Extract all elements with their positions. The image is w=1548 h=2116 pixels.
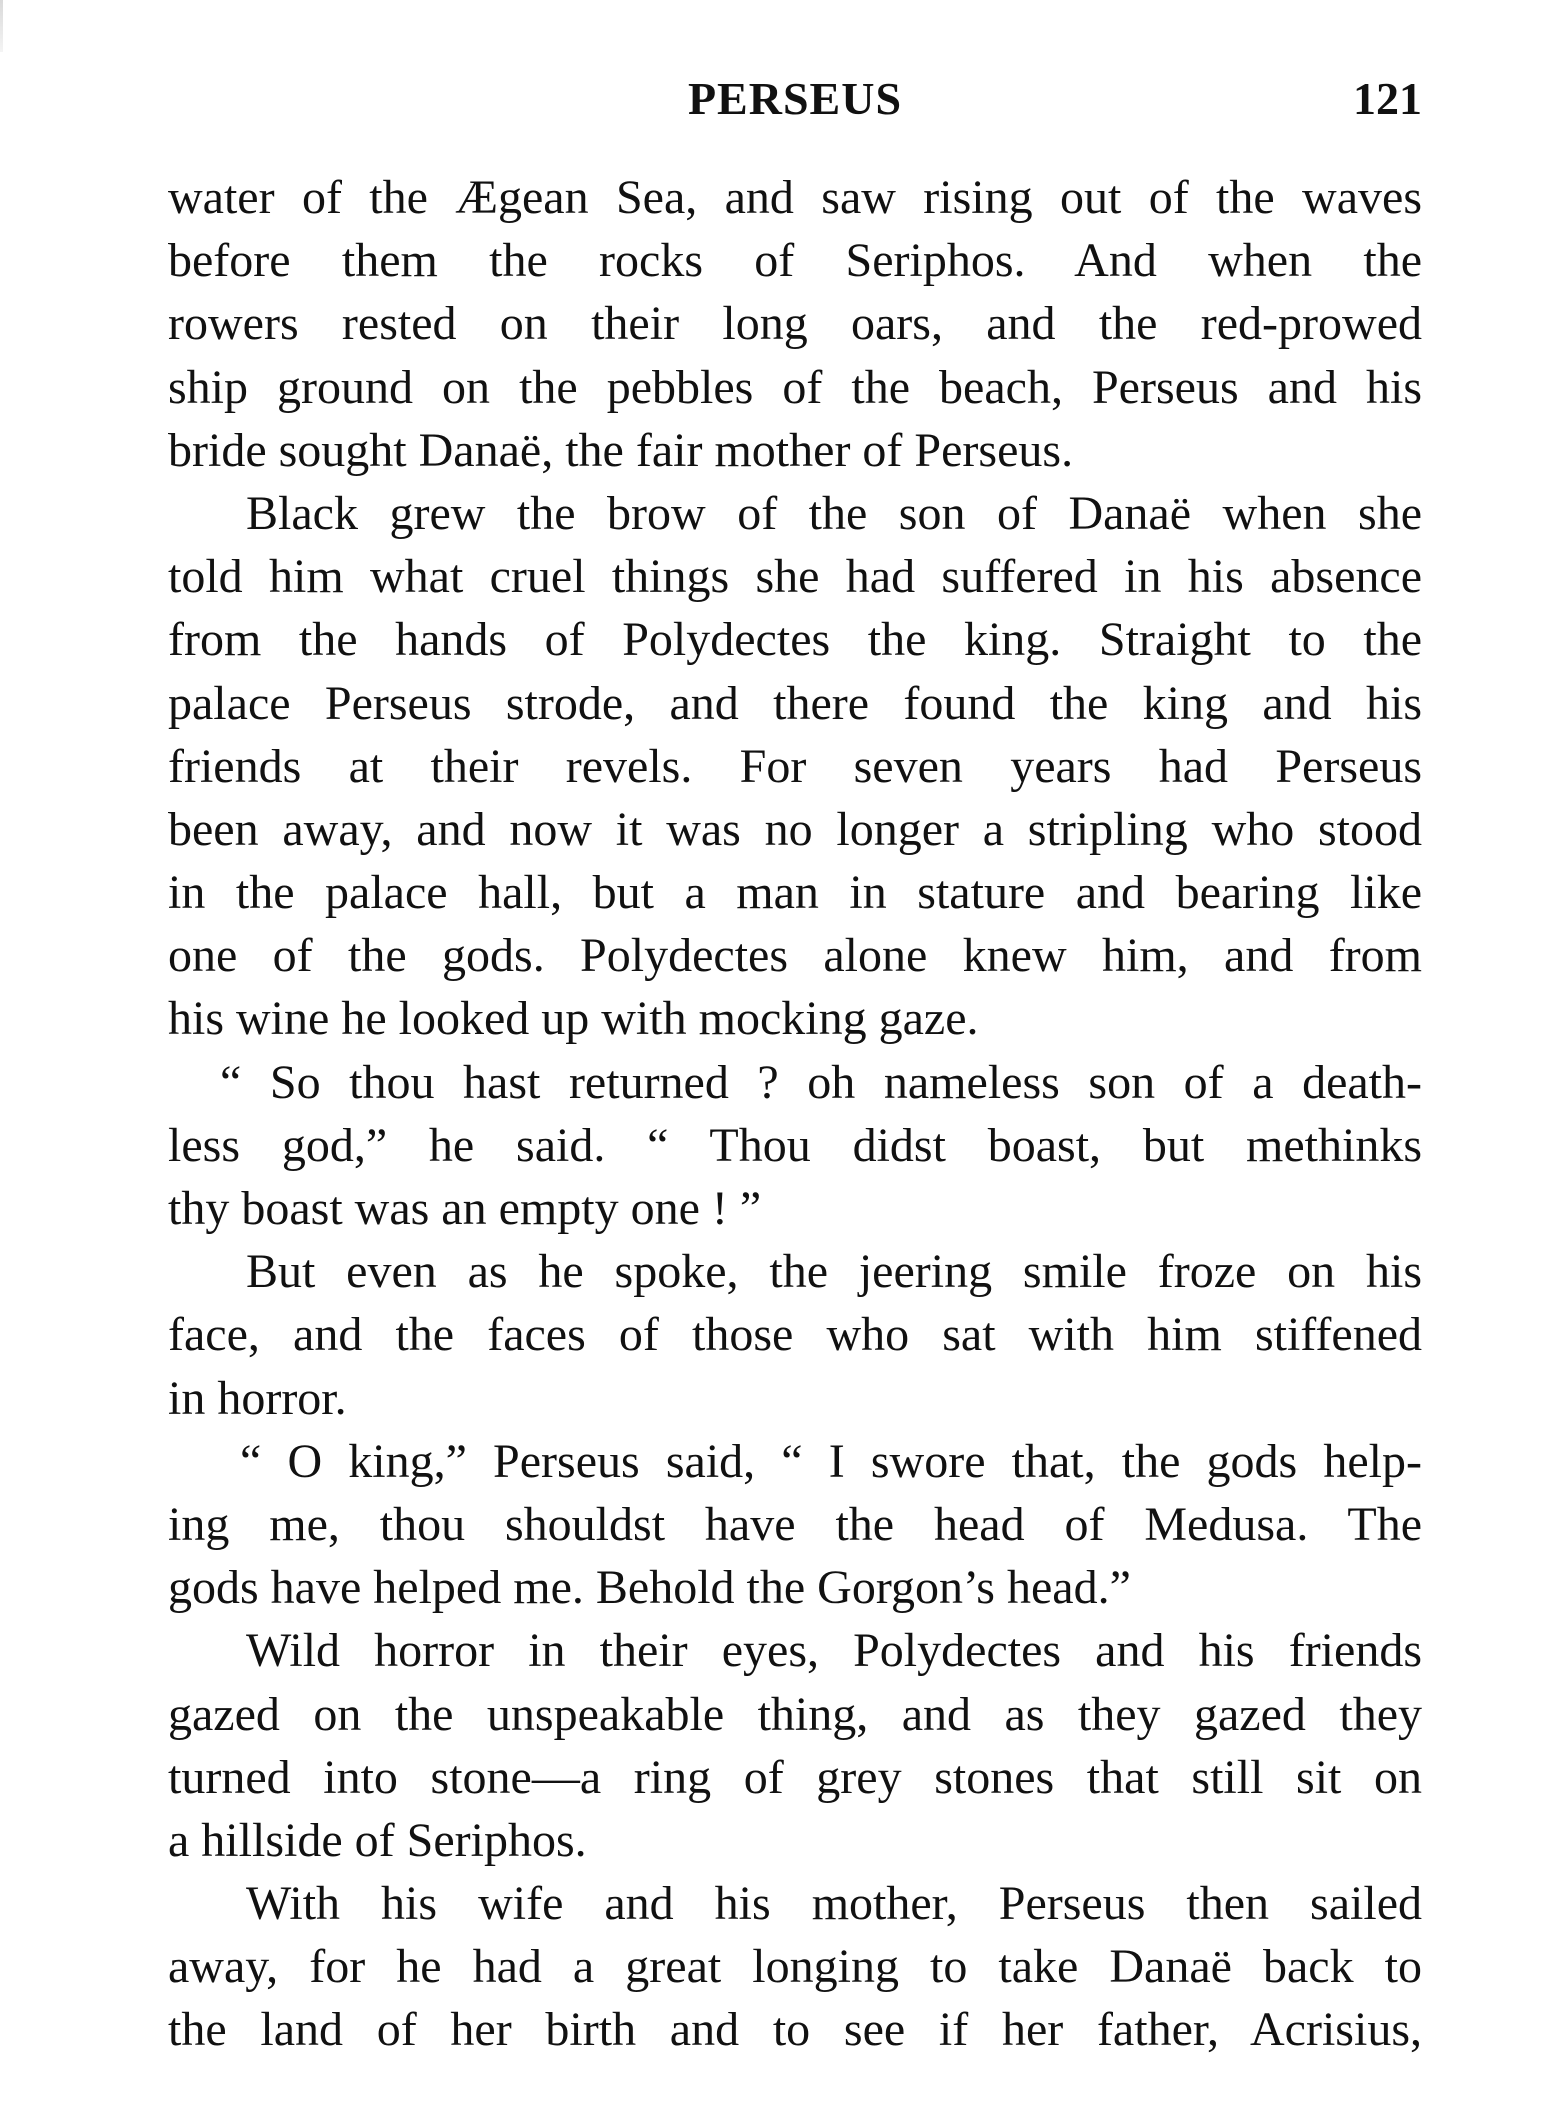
text-line: one of the gods. Polydectes alone knew him, and from [168,929,1422,983]
text-line: ing me, thou shouldst have the head of Medusa. The [168,1497,1422,1551]
paragraph-2 [168,482,1422,1051]
text-line: face, and the faces of those who sat with him stiffened [168,1308,1422,1362]
text-line: Black grew the brow of the son of Danaë when she [246,486,1422,540]
text-line: ship ground on the pebbles of the beach, Perseus and his [168,360,1422,414]
paragraph-7 [168,1872,1422,2062]
text-line: away, for he had a great longing to take Danaë back to [168,1940,1422,1994]
paragraph-6 [168,1619,1422,1872]
paragraph-1 [168,166,1422,482]
text-line: turned into stone—a ring of grey stones that still sit on [168,1750,1422,1804]
paragraph-5 [168,1430,1422,1620]
text-line: rowers rested on their long oars, and the red-prowed [168,297,1422,351]
body-text [168,166,1422,2062]
text-line: been away, and now it was no longer a stripling who stood [168,802,1422,856]
text-line: from the hands of Polydectes the king. Straight to the [168,613,1422,667]
scan-edge-mark [0,0,3,52]
text-line: “ So thou hast returned ? oh nameless son of a death- [220,1055,1422,1109]
text-line: gazed on the unspeakable thing, and as they gazed they [168,1687,1422,1741]
paragraph-3 [168,1051,1422,1241]
text-line: before them the rocks of Seriphos. And when the [168,234,1422,288]
page-header [168,72,1422,136]
text-line: gods have helped me. Behold the Gorgon’s head.” [168,1561,1131,1615]
text-line: told him what cruel things she had suffered in his absence [168,550,1422,604]
text-line: bride sought Danaë, the fair mother of Perseus. [168,423,1074,477]
text-line: “ O king,” Perseus said, “ I swore that, the gods help- [240,1434,1422,1488]
text-line: With his wife and his mother, Perseus then sailed [246,1877,1422,1931]
text-line: less god,” he said. “ Thou didst boast, but methinks [168,1118,1422,1172]
paragraph-4 [168,1240,1422,1430]
text-line: Wild horror in their eyes, Polydectes and his friends [246,1624,1422,1678]
page-number: 121 [1353,73,1422,124]
running-title: PERSEUS [687,73,903,124]
text-line: thy boast was an empty one ! ” [168,1182,762,1235]
text-line: a hillside of Seriphos. [168,1813,587,1867]
text-line: But even as he spoke, the jeering smile froze on his [246,1245,1422,1299]
text-line: his wine he looked up with mocking gaze. [168,992,979,1046]
text-line: palace Perseus strode, and there found the king and his [168,676,1422,730]
text-line: in the palace hall, but a man in stature and bearing like [168,866,1422,920]
text-line: friends at their revels. For seven years had Perseus [168,739,1422,793]
text-line: in horror. [168,1371,347,1425]
text-line: the land of her birth and to see if her father, Acrisius, [168,2003,1422,2057]
text-line: water of the Ægean Sea, and saw rising out of the waves [168,171,1422,224]
